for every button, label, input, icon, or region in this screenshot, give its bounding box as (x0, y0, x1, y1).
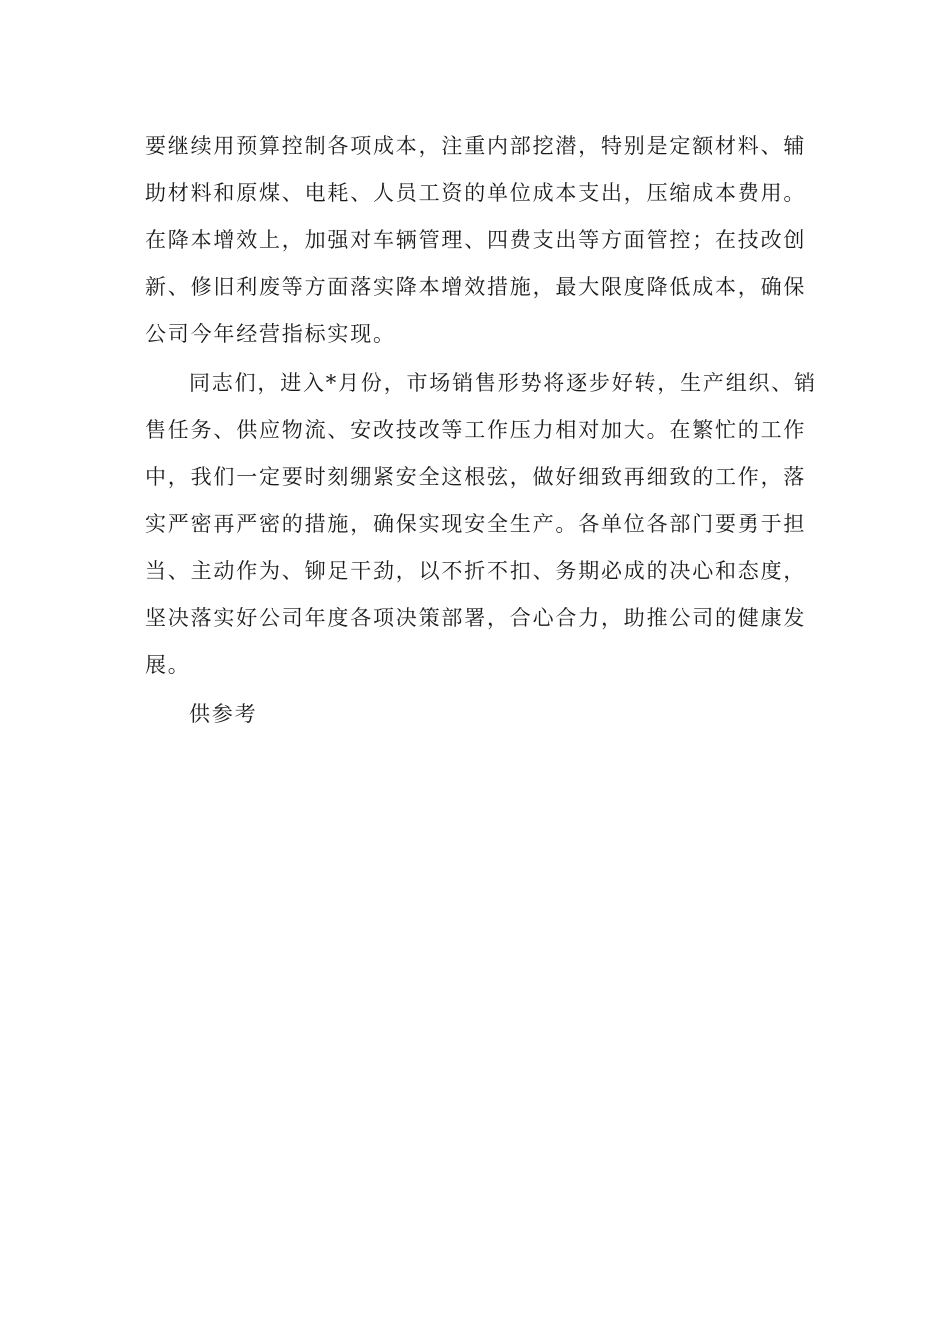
text-line: 坚决落实好公司年度各项决策部署，合心合力，助推公司的健康发 (145, 606, 807, 630)
text-line: 实严密再严密的措施，确保实现安全生产。各单位各部门要勇于担 (145, 512, 807, 536)
text-line: 中，我们一定要时刻绷紧安全这根弦，做好细致再细致的工作，落 (145, 465, 807, 489)
text-line: 同志们，进入*月份，市场销售形势将逐步好转，生产组织、销 (189, 371, 817, 395)
paragraph-reference (145, 691, 805, 738)
text-line: 要继续用预算控制各项成本，注重内部挖潜，特别是定额材料、辅 (145, 134, 807, 158)
text-line: 展。 (145, 653, 191, 677)
text-line: 售任务、供应物流、安改技改等工作压力相对加大。在繁忙的工作 (145, 418, 807, 442)
document-body (145, 123, 817, 738)
text-line: 新、修旧利废等方面落实降本增效措施，最大限度降低成本，确保 (145, 275, 807, 299)
text-line: 供参考 (189, 702, 258, 726)
text-line: 助材料和原煤、电耗、人员工资的单位成本支出，压缩成本费用。 (145, 181, 807, 205)
text-line: 在降本增效上，加强对车辆管理、四费支出等方面管控；在技改创 (145, 228, 807, 252)
text-line: 当、主动作为、铆足干劲，以不折不扣、务期必成的决心和态度， (145, 559, 807, 583)
paragraph-safety (145, 360, 817, 689)
paragraph-cost-control (145, 123, 805, 358)
text-line: 公司今年经营指标实现。 (145, 322, 396, 346)
